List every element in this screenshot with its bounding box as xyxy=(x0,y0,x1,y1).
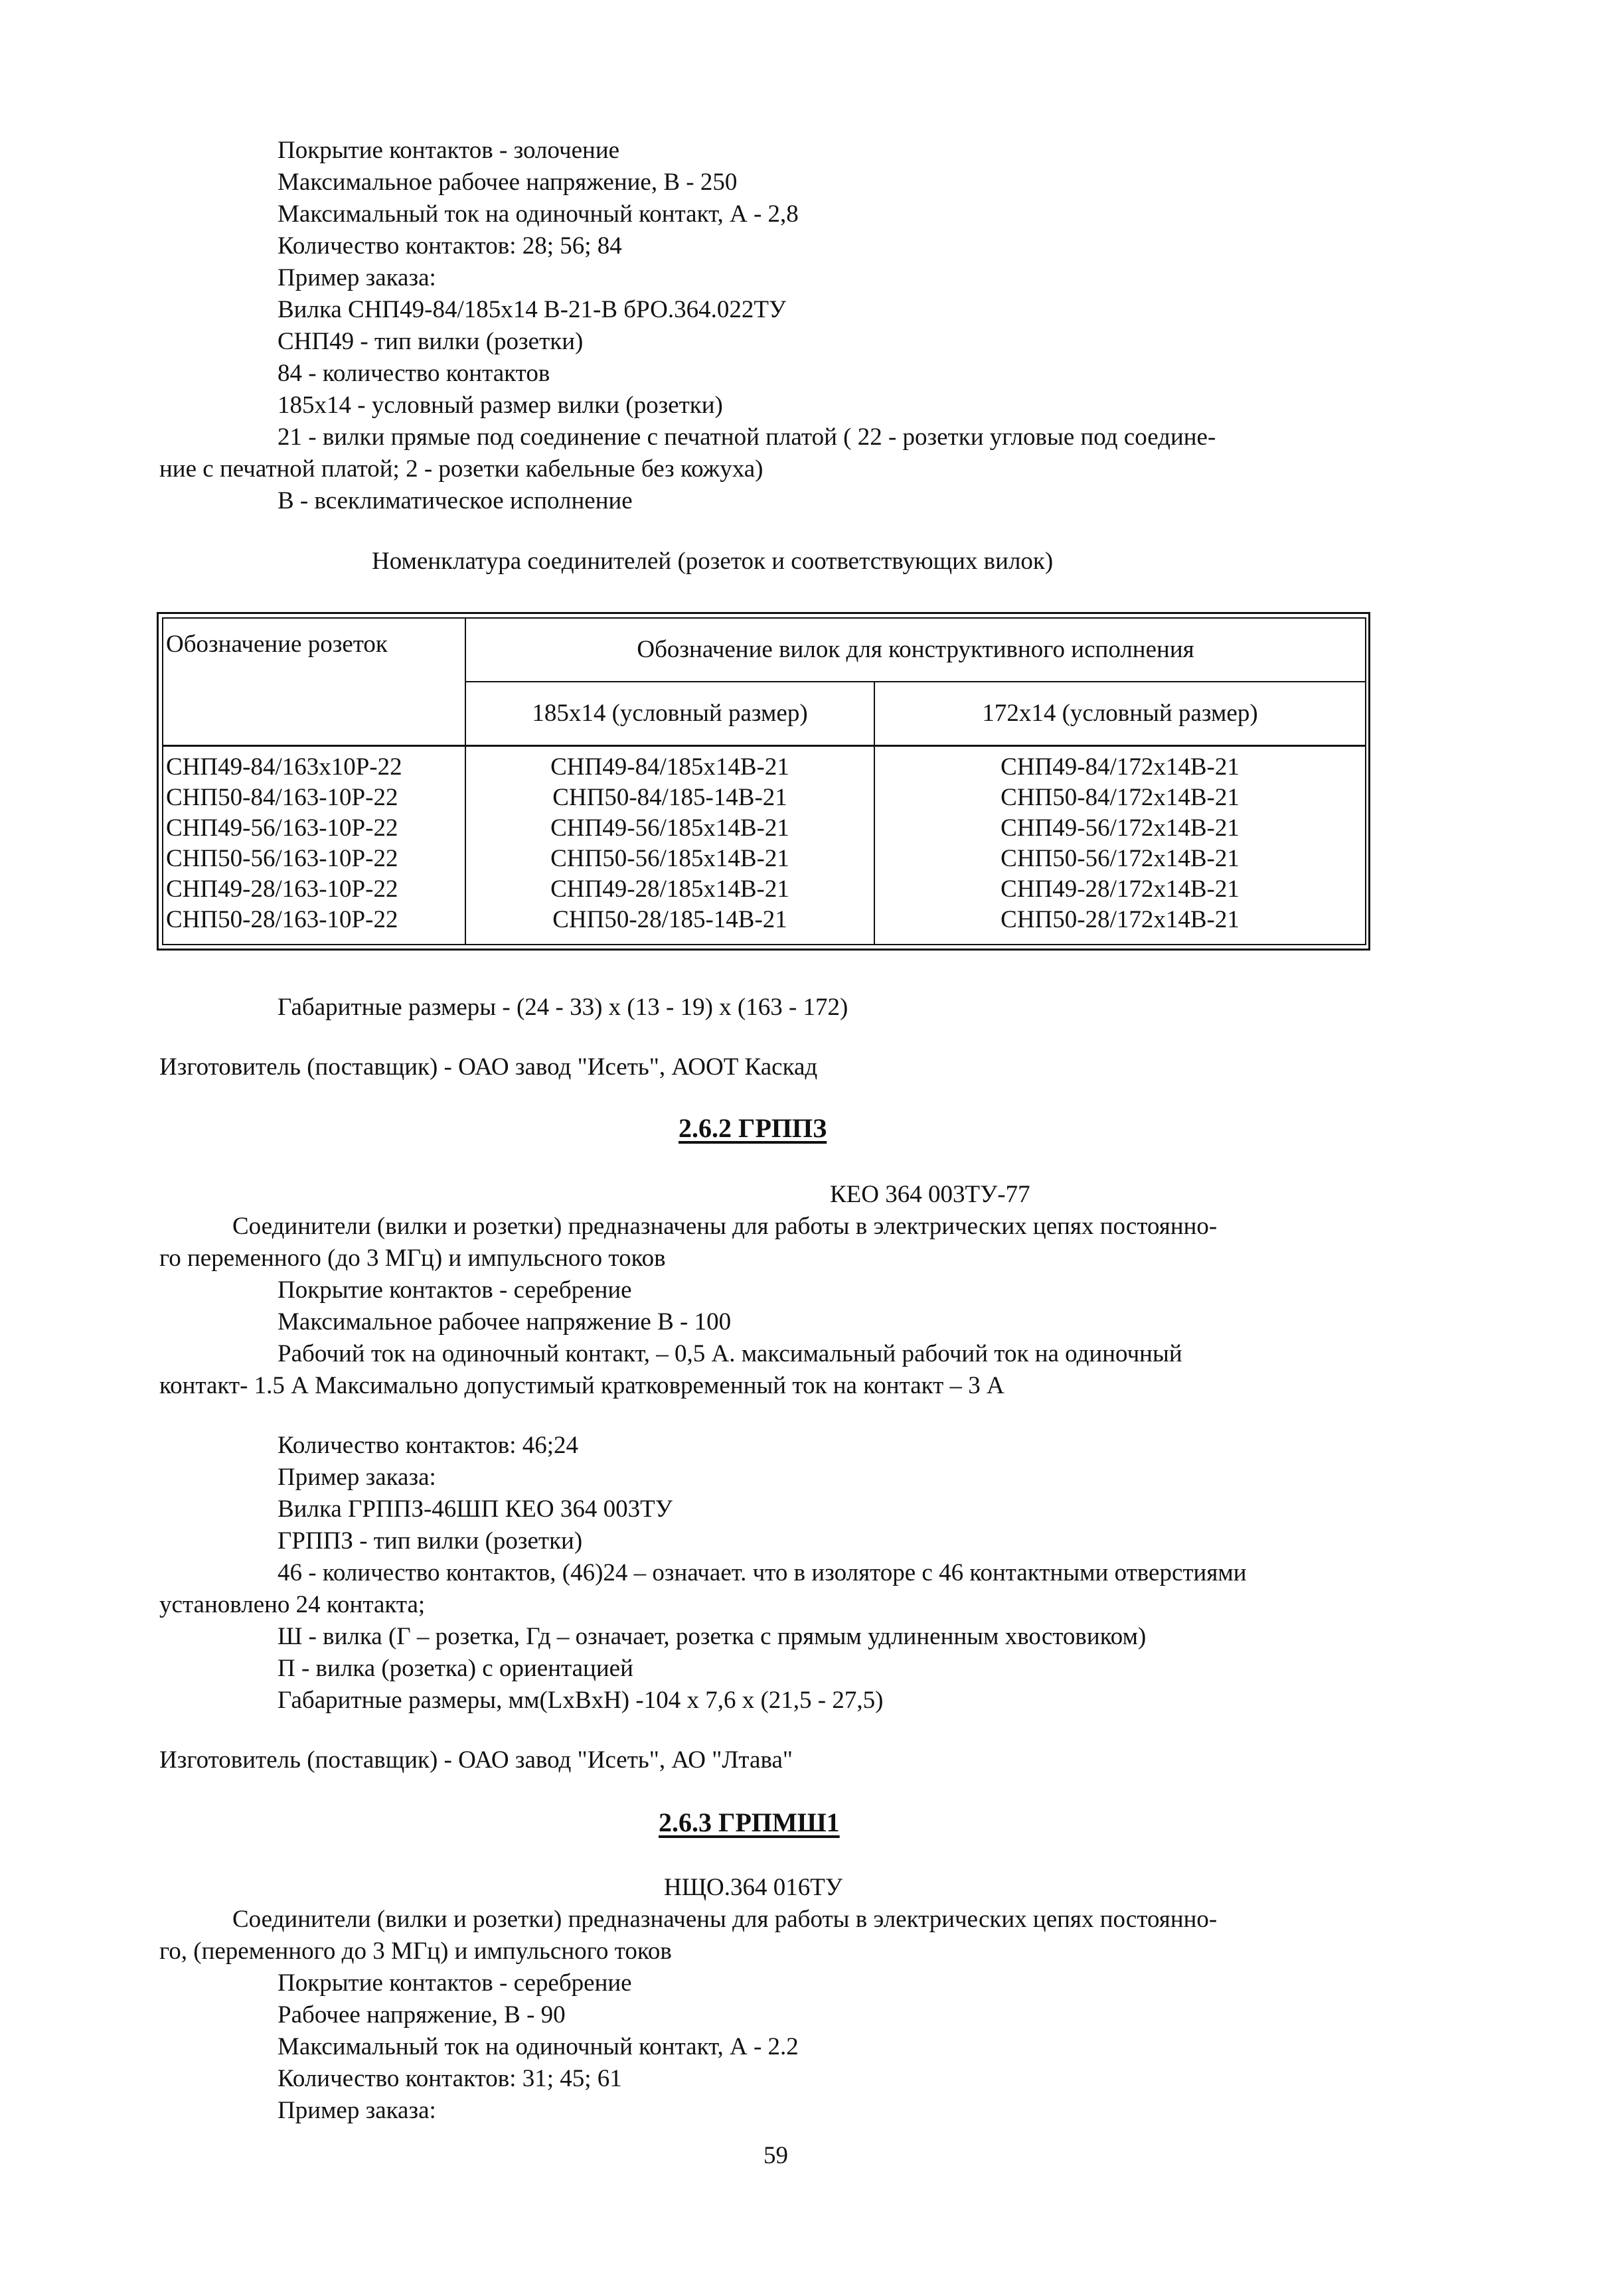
section-heading: 2.6.2 ГРППЗ xyxy=(679,1113,827,1143)
text-line: Количество контактов: 28; 56; 84 xyxy=(278,232,622,260)
text-line: Ш - вилка (Г – розетка, Гд – означает, розетка с прямым удлиненным хвостовиком) xyxy=(278,1623,1147,1650)
manufacturer-text: Изготовитель (поставщик) - ОАО завод "Исеть", АООТ Каскад xyxy=(159,1053,818,1081)
text-line: Соединители (вилки и розетки) предназначены для работы в электрических цепях постоянно- xyxy=(232,1213,1218,1240)
spec-number: НЩО.364 016ТУ xyxy=(664,1874,843,1901)
plug-172-cell: СНП50-84/172х14В-21 xyxy=(1001,783,1240,811)
text-line: Покрытие контактов - серебрение xyxy=(278,1276,632,1304)
text-line: Пример заказа: xyxy=(278,2097,436,2124)
plug-185-cell: СНП50-56/185х14В-21 xyxy=(550,844,789,872)
text-line: СНП49 - тип вилки (розетки) xyxy=(278,328,584,355)
text-line: Пример заказа: xyxy=(278,1464,436,1491)
plug-172-cell: СНП49-56/172х14В-21 xyxy=(1001,814,1240,842)
plug-172-cell: СНП50-56/172х14В-21 xyxy=(1001,844,1240,872)
page-number: 59 xyxy=(763,2142,788,2169)
header-socket-designation: Обозначение розеток xyxy=(163,618,465,745)
text-line: В - всеклиматическое исполнение xyxy=(278,487,633,514)
nomenclature-table xyxy=(162,617,1366,945)
text-line: Количество контактов: 31; 45; 61 xyxy=(278,2065,622,2092)
plugs-185-column xyxy=(465,745,874,945)
subheader-172: 172х14 (условный размер) xyxy=(874,682,1366,745)
subheader-185: 185х14 (условный размер) xyxy=(465,682,874,745)
socket-cell: СНП49-84/163х10Р-22 xyxy=(166,753,402,781)
text-line: Вилка ГРППЗ-46ШП КЕО 364 003ТУ xyxy=(278,1495,673,1523)
text-line: 185х14 - условный размер вилки (розетки) xyxy=(278,392,723,419)
sockets-column xyxy=(163,745,465,945)
plug-185-cell: СНП49-84/185х14В-21 xyxy=(550,753,789,781)
text-line: Количество контактов: 46;24 xyxy=(278,1432,579,1459)
text-line: Максимальный ток на одиночный контакт, А - 2,8 xyxy=(278,200,799,228)
plug-172-cell: СНП49-28/172х14В-21 xyxy=(1001,875,1240,903)
text-line: Покрытие контактов - серебрение xyxy=(278,1969,632,1997)
socket-cell: СНП50-84/163-10Р-22 xyxy=(166,783,398,811)
text-line: 21 - вилки прямые под соединение с печатной платой ( 22 - розетки угловые под соедине- xyxy=(278,423,1216,451)
text-line: установлено 24 контакта; xyxy=(159,1591,426,1618)
plug-172-cell: СНП49-84/172х14В-21 xyxy=(1001,753,1240,781)
plug-185-cell: СНП49-28/185х14В-21 xyxy=(550,875,789,903)
header-plug-designation: Обозначение вилок для конструктивного исполнения xyxy=(465,618,1366,682)
text-line: Пример заказа: xyxy=(278,264,436,291)
plug-185-cell: СНП50-84/185-14В-21 xyxy=(552,783,787,811)
text-line: Рабочий ток на одиночный контакт, – 0,5 А. максимальный рабочий ток на одиночный xyxy=(278,1340,1182,1367)
section-heading: 2.6.3 ГРПМШ1 xyxy=(659,1807,840,1837)
plug-185-cell: СНП49-56/185х14В-21 xyxy=(550,814,789,842)
socket-cell: СНП49-28/163-10Р-22 xyxy=(166,875,398,903)
text-line: Максимальный ток на одиночный контакт, А - 2.2 xyxy=(278,2033,799,2060)
plugs-172-column xyxy=(874,745,1366,945)
socket-cell: СНП49-56/163-10Р-22 xyxy=(166,814,398,842)
text-line: П - вилка (розетка) с ориентацией xyxy=(278,1655,633,1682)
text-line: Соединители (вилки и розетки) предназначены для работы в электрических цепях постоянно- xyxy=(232,1906,1218,1933)
text-line: Максимальное рабочее напряжение В - 100 xyxy=(278,1308,732,1336)
spec-number: КЕО 364 003ТУ-77 xyxy=(830,1181,1030,1208)
socket-cell: СНП50-56/163-10Р-22 xyxy=(166,844,398,872)
text-line: Рабочее напряжение, В - 90 xyxy=(278,2001,566,2028)
text-line: ГРППЗ - тип вилки (розетки) xyxy=(278,1527,583,1555)
text-line: Вилка СНП49-84/185х14 В-21-В бРО.364.022ТУ xyxy=(278,296,787,323)
text-line: го переменного (до 3 МГц) и импульсного токов xyxy=(159,1245,666,1272)
text-line: го, (переменного до 3 МГц) и импульсного токов xyxy=(159,1938,672,1965)
text-line: контакт- 1.5 А Максимально допустимый кратковременный ток на контакт – 3 А xyxy=(159,1372,1004,1399)
text-line: Покрытие контактов - золочение xyxy=(278,137,620,164)
plug-185-cell: СНП50-28/185-14В-21 xyxy=(552,905,787,933)
socket-cell: СНП50-28/163-10Р-22 xyxy=(166,905,398,933)
text-line: 46 - количество контактов, (46)24 – означает. что в изоляторе с 46 контактными отверстиями xyxy=(278,1559,1247,1586)
dimensions-text: Габаритные размеры - (24 - 33) х (13 - 19) х (163 - 172) xyxy=(278,994,848,1021)
text-line: Габаритные размеры, мм(LxBxH) -104 х 7,6 х (21,5 - 27,5) xyxy=(278,1687,884,1714)
plug-172-cell: СНП50-28/172х14В-21 xyxy=(1001,905,1240,933)
text-line: ние с печатной платой; 2 - розетки кабельные без кожуха) xyxy=(159,455,763,483)
table-caption: Номенклатура соединителей (розеток и соответствующих вилок) xyxy=(372,548,1054,575)
manufacturer-text: Изготовитель (поставщик) - ОАО завод "Исеть", АО "Лтава" xyxy=(159,1746,793,1774)
text-line: Максимальное рабочее напряжение, В - 250 xyxy=(278,169,738,196)
text-line: 84 - количество контактов xyxy=(278,360,550,387)
